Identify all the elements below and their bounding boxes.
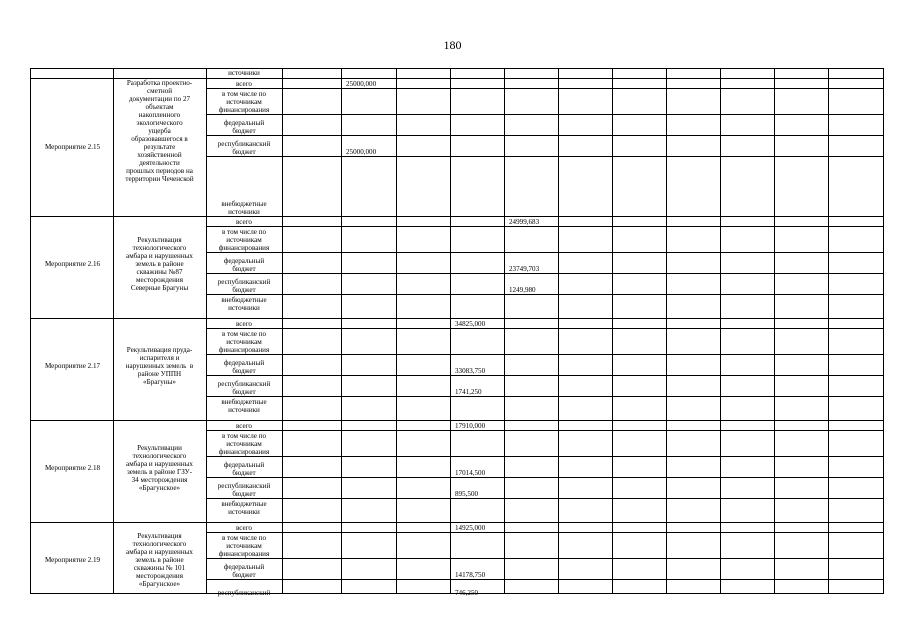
measure-id: Мероприятие 2.15 [44,143,101,151]
row-border [206,456,884,457]
table-vline [450,68,451,594]
table-vline [282,68,283,594]
source-label: всего [236,218,252,226]
amount-value: 1741,250 [455,388,482,396]
measure-id: Мероприятие 2.16 [44,260,101,268]
source-label: в том числе по источникам финансирования [218,534,270,558]
amount-value: 17014,500 [455,469,486,477]
row-border [206,532,884,533]
source-label: федеральный бюджет [223,359,265,375]
row-border [206,252,884,253]
amount-value: 34825,000 [455,320,486,328]
amount-value: 17910,000 [455,422,486,430]
source-label: федеральный бюджет [223,119,265,135]
source-label: всего [236,320,252,328]
table-vline [30,68,31,594]
source-label: в том числе по источникам финансирования [218,228,270,252]
measure-description: Рекультивация технологического амбара и нарушенных земель в районе скважины №87 месторождения Северные Брагуны [126,236,193,292]
row-border [206,88,884,89]
amount-value: 23749,703 [509,265,540,273]
amount-value: 25000,000 [346,148,377,156]
source-label: в том числе по источникам финансирования [218,90,270,114]
source-label: федеральный бюджет [223,563,265,579]
row-border [206,558,884,559]
table-vline [774,68,775,594]
source-label: республиканский бюджет [217,380,271,396]
measure-description: Рекультивация пруда- испарителя и нарушенных земель в районе УППН «Брагуны» [125,346,194,386]
row-border [206,579,884,580]
amount-value: 14925,000 [455,524,486,532]
measure-id: Мероприятие 2.18 [44,464,101,472]
source-label: федеральный бюджет [223,461,265,477]
row-border [206,135,884,136]
source-label: источники [228,69,260,77]
table-vline [558,68,559,594]
page-number: 180 [443,38,462,52]
source-label: всего [236,524,252,532]
row-border [206,375,884,376]
group-border [30,318,884,319]
row-border [206,430,884,431]
amount-value: 33083,750 [455,367,486,375]
source-label: внебюджетные источники [221,398,267,414]
row-border [206,328,884,329]
table-hline [30,68,884,69]
row-border [206,354,884,355]
row-border [206,114,884,115]
source-label: в том числе по источникам финансирования [218,330,270,354]
table-vline [396,68,397,594]
row-border [206,498,884,499]
table-vline [504,68,505,594]
source-label: всего [236,80,252,88]
group-border [30,522,884,523]
table-vline [720,68,721,594]
amount-value: 24999,683 [509,218,540,226]
group-border [30,216,884,217]
amount-value: 25000,000 [346,80,377,88]
source-label: внебюджетные источники [221,296,267,312]
table-vline [883,68,884,594]
amount-value: 1249,980 [509,286,536,294]
row-border [206,226,884,227]
measure-id: Мероприятие 2.19 [44,556,101,564]
table-vline [341,68,342,594]
amount-value: 14178,750 [455,571,486,579]
source-label: внебюджетные источники [221,200,267,216]
table-vline [666,68,667,594]
row-border [206,156,884,157]
measure-description: Рекультивация технологического амбара и нарушенных земель в районе скважины № 101 месторождения «Брагунское» [126,532,193,588]
source-label: республиканский [217,589,271,597]
row-border [206,477,884,478]
source-label: внебюджетные источники [221,500,267,516]
source-label: в том числе по источникам финансирования [218,432,270,456]
row-border [206,294,884,295]
amount-value: 895,500 [455,490,479,498]
source-label: федеральный бюджет [223,257,265,273]
measure-id: Мероприятие 2.17 [44,362,101,370]
source-label: республиканский бюджет [217,482,271,498]
source-label: республиканский бюджет [217,140,271,156]
measure-description: Разработка проектно- сметной документации по 27 объектам накопленного экологического ущерба образовавшегося в результате хозяйственной деятельности прошлых периодов на территории Чеченской [125,79,194,183]
measure-description: Рекультивации технологического амбара и нарушенных земель в районе ГЗУ- 34 месторождения «Брагунское» [126,444,193,492]
row-border [206,273,884,274]
source-label: республиканский бюджет [217,278,271,294]
group-border [30,420,884,421]
table-vline [612,68,613,594]
amount-value: 746,250 [455,589,479,597]
table-vline [828,68,829,594]
row-border [206,396,884,397]
source-label: всего [236,422,252,430]
